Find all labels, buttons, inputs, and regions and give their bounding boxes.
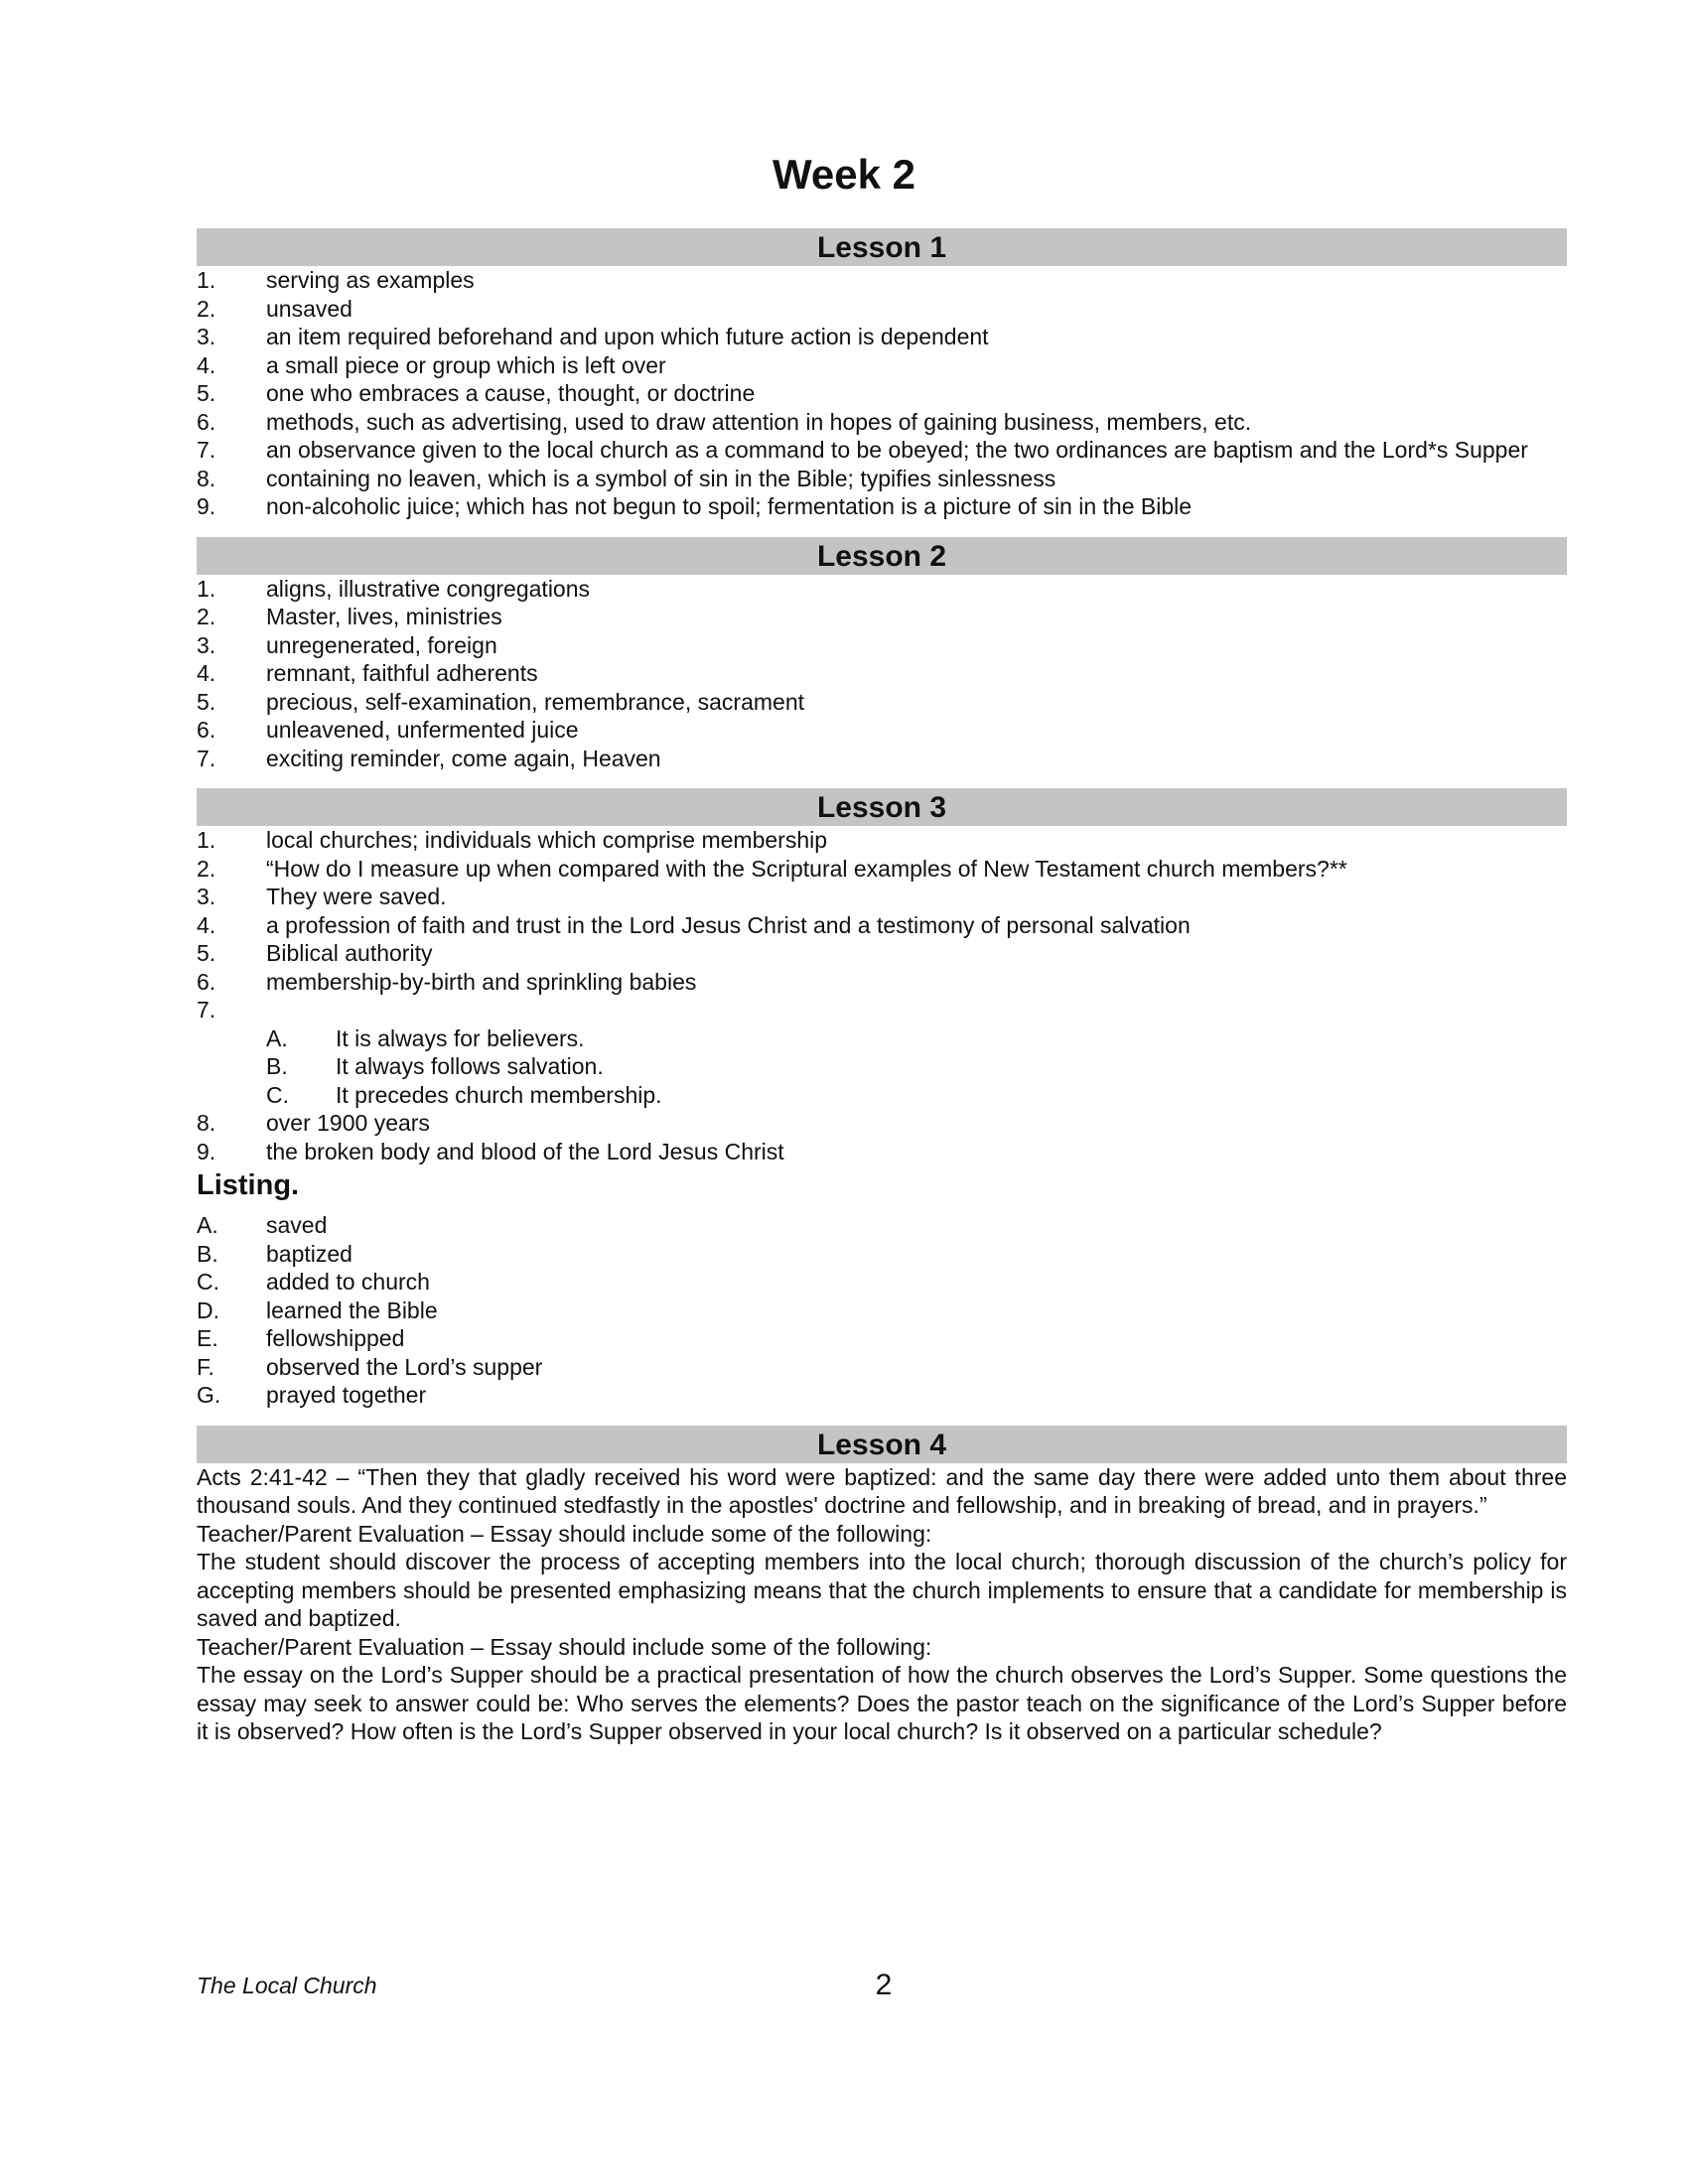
list-item xyxy=(197,1109,1567,1138)
item-number: 4. xyxy=(197,351,216,378)
evaluation-note: Teacher/Parent Evaluation – Essay should include some of the following: xyxy=(197,1520,932,1547)
item-text: remnant, faithful adherents xyxy=(266,660,538,686)
sub-item-text: It precedes church membership. xyxy=(336,1081,662,1108)
item-number: 2. xyxy=(197,604,216,629)
item-number: 2. xyxy=(197,295,216,322)
essay-guidance: The student should discover the process of accepting members into the local church; thorough discussion of the church’s policy for accepting members should be presented emphasizing means that the church implements to ensure that a candidate for membership is saved and baptized. xyxy=(197,1549,1567,1631)
item-text: a small piece or group which is left over xyxy=(266,351,666,378)
list-item xyxy=(197,826,1567,855)
item-number: 5. xyxy=(197,380,216,406)
essay-guidance: The essay on the Lord’s Supper should be a practical presentation of how the church observes the Lord’s Supper. Some questions the essay may seek to answer could be: Who serves the elements? Does the pastor teach on the significance of the Lord’s Supper before it is observed? How often is the Lord’s Supper observed in your local church? Is it observed on a particular schedule? xyxy=(197,1662,1567,1744)
list-item xyxy=(197,716,1567,745)
item-text: fellowshipped xyxy=(266,1325,405,1351)
item-number: 6. xyxy=(197,408,216,435)
sub-item-letter: B. xyxy=(266,1053,288,1079)
item-number: 2. xyxy=(197,855,216,882)
item-letter: A. xyxy=(197,1212,218,1238)
item-text: unregenerated, foreign xyxy=(266,631,497,658)
sub-item-text: It always follows salvation. xyxy=(336,1053,604,1079)
item-text: Biblical authority xyxy=(266,940,433,966)
item-text: unleavened, unfermented juice xyxy=(266,717,579,743)
item-text: serving as examples xyxy=(266,267,475,293)
list-item xyxy=(197,603,1567,631)
item-text: baptized xyxy=(266,1240,352,1267)
sub-list-item xyxy=(197,1024,1567,1053)
list-item xyxy=(197,1240,1567,1269)
item-number: 8. xyxy=(197,465,216,491)
item-text: prayed together xyxy=(266,1382,427,1408)
item-text: exciting reminder, come again, Heaven xyxy=(266,745,661,771)
item-text: a profession of faith and trust in the Lord Jesus Christ and a testimony of personal salvation xyxy=(266,911,1191,938)
list-item xyxy=(197,855,1567,884)
list-item xyxy=(197,745,1567,773)
item-number: 6. xyxy=(197,717,216,743)
item-text xyxy=(266,996,1567,1024)
list-item xyxy=(197,266,1567,295)
lesson-1-section xyxy=(197,228,1567,521)
item-text: the broken body and blood of the Lord Jesus Christ xyxy=(266,1138,784,1164)
item-text: an item required beforehand and upon which future action is dependent xyxy=(266,324,989,349)
item-text: one who embraces a cause, thought, or doctrine xyxy=(266,380,756,406)
lesson-3-list xyxy=(197,826,1567,1165)
item-number: 9. xyxy=(197,493,216,519)
item-number: 5. xyxy=(197,688,216,715)
item-number: 4. xyxy=(197,911,216,938)
item-letter: E. xyxy=(197,1325,218,1351)
list-item xyxy=(197,1138,1567,1166)
item-number: 3. xyxy=(197,631,216,658)
item-text: aligns, illustrative congregations xyxy=(266,575,591,602)
list-item xyxy=(197,379,1567,408)
item-text: non-alcoholic juice; which has not begun to spoil; fermentation is a picture of sin in the Bible xyxy=(266,493,1193,519)
page-number: 2 xyxy=(875,1969,893,2001)
item-letter: G. xyxy=(197,1382,221,1408)
lesson-2-heading: Lesson 2 xyxy=(197,537,1567,575)
list-item xyxy=(197,911,1567,940)
item-letter: C. xyxy=(197,1269,219,1295)
answer-key-content xyxy=(197,228,1567,1762)
item-text: added to church xyxy=(266,1269,430,1295)
item-letter: B. xyxy=(197,1240,218,1267)
list-item xyxy=(197,436,1567,465)
listing-heading: Listing. xyxy=(197,1169,300,1201)
item-text: local churches; individuals which comprise membership xyxy=(266,827,828,853)
evaluation-note: Teacher/Parent Evaluation – Essay should include some of the following: xyxy=(197,1633,932,1660)
item-number: 5. xyxy=(197,940,216,966)
sub-list-item xyxy=(197,1052,1567,1081)
list-item xyxy=(197,1268,1567,1297)
item-text: membership-by-birth and sprinkling babies xyxy=(266,968,697,995)
item-text: over 1900 years xyxy=(266,1110,430,1136)
lesson-3-heading: Lesson 3 xyxy=(197,788,1567,826)
lesson-1-heading: Lesson 1 xyxy=(197,228,1567,266)
item-number: 8. xyxy=(197,1110,216,1136)
item-number: 7. xyxy=(197,437,216,463)
page-title: Week 2 xyxy=(773,151,915,198)
sub-item-text: It is always for believers. xyxy=(336,1024,585,1051)
list-item xyxy=(197,883,1567,911)
list-item xyxy=(197,1211,1567,1240)
list-item xyxy=(197,968,1567,997)
list-item xyxy=(197,575,1567,604)
sub-item-letter: A. xyxy=(266,1024,288,1051)
item-text: Master, lives, ministries xyxy=(266,604,502,629)
list-item xyxy=(197,295,1567,324)
list-item xyxy=(197,659,1567,688)
list-item xyxy=(197,688,1567,717)
lesson-4-section xyxy=(197,1426,1567,1746)
lesson-4-heading: Lesson 4 xyxy=(197,1426,1567,1463)
list-item xyxy=(197,1381,1567,1410)
item-text: methods, such as advertising, used to draw attention in hopes of gaining business, members, etc. xyxy=(266,408,1252,435)
item-number: 7. xyxy=(197,745,216,771)
lesson-2-section xyxy=(197,537,1567,773)
item-letter: D. xyxy=(197,1297,219,1323)
item-text: an observance given to the local church as a command to be obeyed; the two ordinances are baptism and the Lord*s Supper xyxy=(266,437,1528,463)
listing-list xyxy=(197,1211,1567,1410)
footer-book-title: The Local Church xyxy=(197,1973,377,1998)
item-number: 3. xyxy=(197,324,216,349)
item-text: “How do I measure up when compared with the Scriptural examples of New Testament church members?** xyxy=(266,855,1347,882)
list-item xyxy=(197,1297,1567,1325)
item-text: precious, self-examination, remembrance, sacrament xyxy=(266,688,805,715)
item-text: unsaved xyxy=(266,295,352,322)
lesson-3-section xyxy=(197,788,1567,1410)
lesson-2-list xyxy=(197,575,1567,773)
list-item xyxy=(197,465,1567,493)
list-item xyxy=(197,996,1567,1024)
item-text: containing no leaven, which is a symbol of sin in the Bible; typifies sinlessness xyxy=(266,465,1056,491)
item-letter: F. xyxy=(197,1353,214,1380)
item-number: 1. xyxy=(197,827,216,853)
list-item xyxy=(197,939,1567,968)
list-item xyxy=(197,323,1567,351)
item-number: 7. xyxy=(197,997,216,1023)
item-text: They were saved. xyxy=(266,884,447,909)
item-number: 1. xyxy=(197,575,216,602)
item-number: 6. xyxy=(197,968,216,995)
list-item xyxy=(197,408,1567,437)
item-text: saved xyxy=(266,1212,328,1238)
item-text: learned the Bible xyxy=(266,1297,438,1323)
item-number: 1. xyxy=(197,267,216,293)
sub-item-letter: C. xyxy=(266,1081,289,1108)
list-item xyxy=(197,1353,1567,1382)
item-number: 3. xyxy=(197,884,216,909)
lesson-1-list xyxy=(197,266,1567,521)
item-number: 4. xyxy=(197,660,216,686)
item-text: observed the Lord’s supper xyxy=(266,1353,543,1380)
sub-list-item xyxy=(197,1081,1567,1110)
list-item xyxy=(197,631,1567,660)
list-item xyxy=(197,351,1567,380)
item-number: 9. xyxy=(197,1138,216,1164)
list-item xyxy=(197,1324,1567,1353)
scripture-quote: Acts 2:41-42 – “Then they that gladly received his word were baptized: and the same day there were added unto them about three thousand souls. And they continued stedfastly in the apostles' doctrine and fellowship, and in breaking of bread, and in prayers.” xyxy=(197,1463,1567,1518)
list-item xyxy=(197,492,1567,521)
